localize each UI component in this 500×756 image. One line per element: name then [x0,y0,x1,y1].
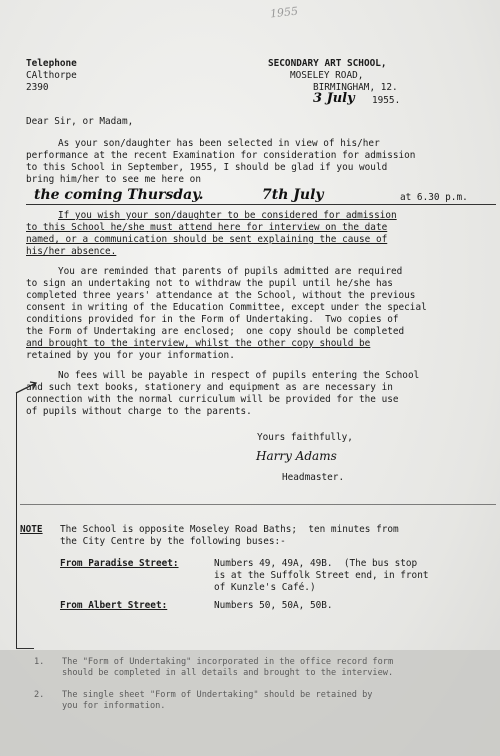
phone-exchange: CAlthorpe [26,70,77,81]
margin-arrow-foot [16,648,34,649]
signer-title: Headmaster. [282,472,345,483]
para2-line: his/her absence. [26,246,117,257]
bus-line: is at the Suffolk Street end, in front [214,570,429,581]
para4-line: and such text books, stationery and equipment as are necessary in [26,382,393,393]
bus-line: Numbers 49, 49A, 49B. (The bus stop [214,558,418,569]
para4-line: No fees will be payable in respect of pupils entering the School [58,370,420,381]
para2-line: to this School he/she must attend here for interview on the date [26,222,388,233]
para2-line: If you wish your son/daughter to be considered for admission [58,210,397,221]
note-line: The School is opposite Moseley Road Baths; ten minutes from [60,524,399,535]
para3-line: You are reminded that parents of pupils admitted are required [58,266,403,277]
appointment-time: at 6.30 p.m. [400,192,468,203]
para3-line: to sign an undertaking not to withdraw the pupil until he/she has [26,278,393,289]
bus-origin-albert: From Albert Street: [60,600,168,611]
para1-line: As your son/daughter has been selected in view of his/her [58,138,380,149]
phone-label: Telephone [26,58,77,69]
para1-line: performance at the recent Examination for consideration for admission [26,150,416,161]
handwritten-date: 3 July [313,91,355,106]
para3-line: completed three years' attendance at the School, without the previous [26,290,416,301]
footer-num: 1. [34,657,45,667]
footer-line: should be completed in all details and brought to the interview. [62,668,394,678]
letter-year: 1955. [372,95,401,106]
para4-line: of pupils without charge to the parents. [26,406,252,417]
para3-line: consent in writing of the Education Committee, except under the special [26,302,427,313]
para3-line: and brought to the interview, whilst the other copy should be [26,338,371,349]
date-stamp: 1955 [269,4,299,21]
closing: Yours faithfully, [257,432,353,443]
note-label: NOTE [20,524,43,535]
phone-number: 2390 [26,82,49,93]
bus-line: of Kunzle's Café.) [214,582,316,593]
separator [20,504,496,505]
para1-line: bring him/her to see me here on [26,174,201,185]
margin-arrow-line [16,393,17,648]
para2-line: named, or a communication should be sent explaining the cause of [26,234,388,245]
appointment-underline [26,204,496,205]
footer-num: 2. [34,690,45,700]
footer-line: The single sheet "Form of Undertaking" should be retained by [62,690,373,700]
signature: Harry Adams [256,449,337,463]
arrow-icon [0,380,40,410]
footer-line: you for information. [62,701,166,711]
para3-line: conditions provided for in the Form of Undertaking. Two copies of [26,314,399,325]
school-city: BIRMINGHAM, 12. [313,82,398,93]
para4-line: connection with the normal curriculum will be provided for the use [26,394,399,405]
note-line: the City Centre by the following buses:- [60,536,286,547]
para3-line: retained by you for your information. [26,350,235,361]
bus-line: Numbers 50, 50A, 50B. [214,600,333,611]
para3-line: the Form of Undertaking are enclosed; one copy should be completed [26,326,405,337]
handwritten-appointment-date: 7th July [262,187,324,203]
school-road: MOSELEY ROAD, [290,70,364,81]
bus-origin-paradise: From Paradise Street: [60,558,179,569]
footer-line: The "Form of Undertaking" incorporated in the office record form [62,657,394,667]
para1-line: to this School in September, 1955, I should be glad if you would [26,162,388,173]
salutation: Dear Sir, or Madam, [26,116,134,127]
school-name: SECONDARY ART SCHOOL, [268,58,387,69]
handwritten-day: the coming Thursday. [34,187,204,203]
